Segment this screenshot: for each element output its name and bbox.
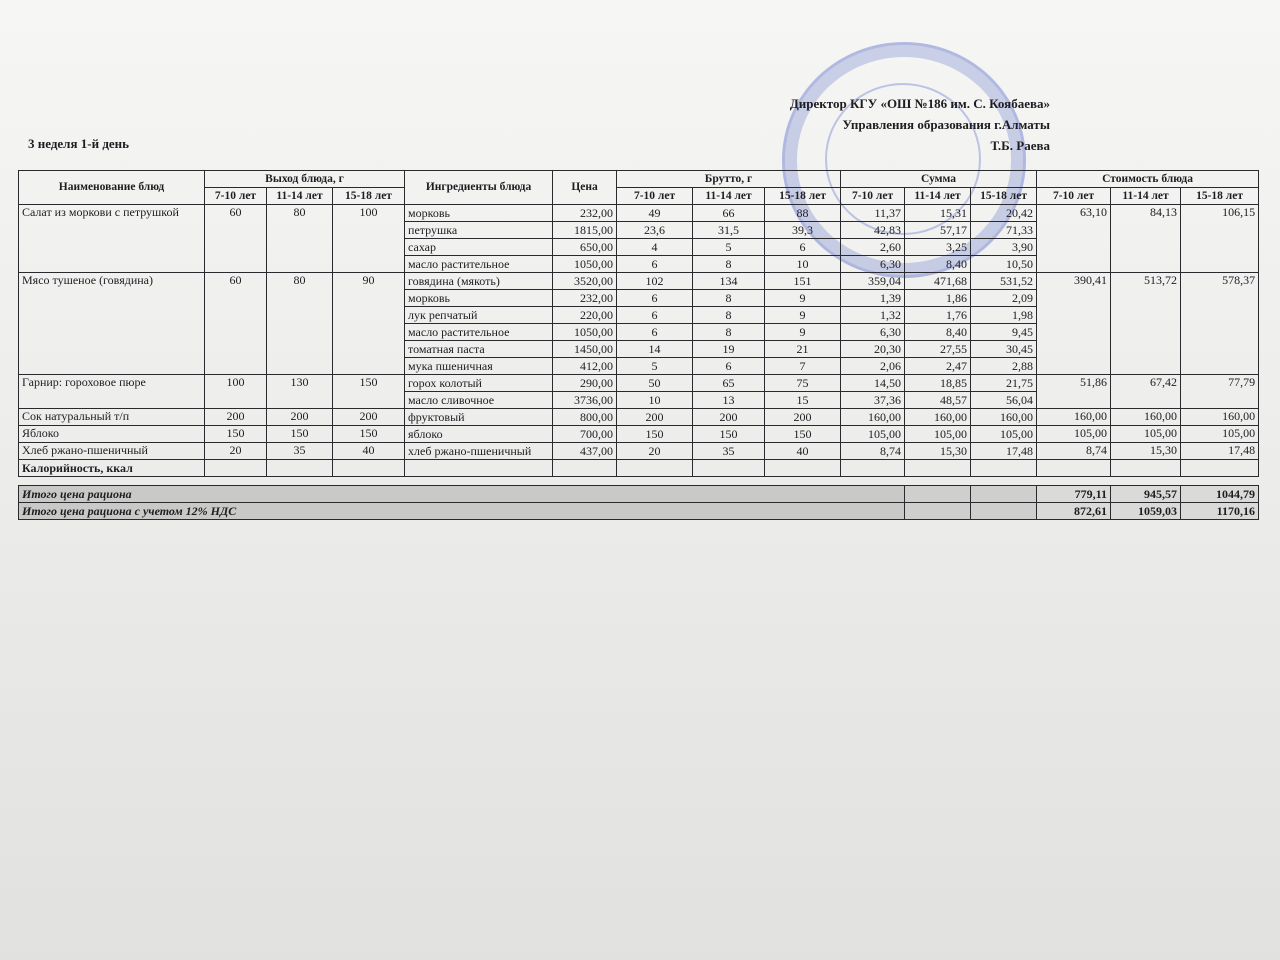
total-vat-value: 872,61 xyxy=(1037,503,1111,520)
gross-value: 9 xyxy=(765,290,841,307)
ingredient-price: 412,00 xyxy=(553,358,617,375)
empty-cell xyxy=(553,460,617,477)
sum-value: 2,60 xyxy=(841,239,905,256)
output-value: 20 xyxy=(205,443,267,460)
sum-value: 2,47 xyxy=(905,358,971,375)
dish-cost-value: 67,42 xyxy=(1111,375,1181,409)
sum-value: 42,83 xyxy=(841,222,905,239)
sum-value: 15,30 xyxy=(905,443,971,460)
dish-cost-value: 8,74 xyxy=(1037,443,1111,460)
age-header: 7-10 лет xyxy=(205,188,267,205)
gross-value: 31,5 xyxy=(693,222,765,239)
ingredient-name: яблоко xyxy=(405,426,553,443)
empty-cell xyxy=(405,460,553,477)
sum-value: 471,68 xyxy=(905,273,971,290)
dish-cost-value: 160,00 xyxy=(1181,409,1259,426)
gross-value: 151 xyxy=(765,273,841,290)
dish-cost-value: 513,72 xyxy=(1111,273,1181,375)
total-value: 1044,79 xyxy=(1181,486,1259,503)
table-row xyxy=(19,443,1259,460)
ingredient-name: горох колотый xyxy=(405,375,553,392)
gross-value: 13 xyxy=(693,392,765,409)
blank-cell xyxy=(905,503,971,520)
gross-value: 88 xyxy=(765,205,841,222)
gross-value: 14 xyxy=(617,341,693,358)
ingredient-price: 3520,00 xyxy=(553,273,617,290)
ingredient-name: морковь xyxy=(405,290,553,307)
ingredient-price: 700,00 xyxy=(553,426,617,443)
total-row xyxy=(19,486,1259,503)
col-output: Выход блюда, г xyxy=(205,171,405,188)
table-row xyxy=(19,375,1259,392)
sum-value: 531,52 xyxy=(971,273,1037,290)
dish-name: Яблоко xyxy=(19,426,205,443)
dish-cost-value: 390,41 xyxy=(1037,273,1111,375)
total-vat-value: 1059,03 xyxy=(1111,503,1181,520)
ingredient-price: 650,00 xyxy=(553,239,617,256)
age-header: 7-10 лет xyxy=(1037,188,1111,205)
sum-value: 1,98 xyxy=(971,307,1037,324)
dish-cost-value: 105,00 xyxy=(1181,426,1259,443)
sum-value: 160,00 xyxy=(971,409,1037,426)
dish-cost-value: 15,30 xyxy=(1111,443,1181,460)
age-header: 11-14 лет xyxy=(1111,188,1181,205)
gross-value: 200 xyxy=(765,409,841,426)
sum-value: 8,74 xyxy=(841,443,905,460)
sum-value: 56,04 xyxy=(971,392,1037,409)
sum-value: 15,31 xyxy=(905,205,971,222)
ingredient-name: мука пшеничная xyxy=(405,358,553,375)
ingredient-name: томатная паста xyxy=(405,341,553,358)
empty-cell xyxy=(267,460,333,477)
output-value: 200 xyxy=(267,409,333,426)
empty-cell xyxy=(1111,460,1181,477)
ingredient-price: 1050,00 xyxy=(553,256,617,273)
gross-value: 8 xyxy=(693,324,765,341)
gross-value: 6 xyxy=(617,256,693,273)
age-header: 15-18 лет xyxy=(971,188,1037,205)
gross-value: 23,6 xyxy=(617,222,693,239)
dish-cost-value: 105,00 xyxy=(1037,426,1111,443)
sum-value: 10,50 xyxy=(971,256,1037,273)
dish-name: Хлеб ржано-пшеничный xyxy=(19,443,205,460)
sum-value: 2,06 xyxy=(841,358,905,375)
age-header-row xyxy=(19,188,1259,205)
signatory: Т.Б. Раева xyxy=(990,138,1050,153)
ingredient-price: 290,00 xyxy=(553,375,617,392)
gross-value: 8 xyxy=(693,290,765,307)
total-vat-label: Итого цена рациона с учетом 12% НДС xyxy=(19,503,905,520)
sum-value: 14,50 xyxy=(841,375,905,392)
sum-value: 2,88 xyxy=(971,358,1037,375)
dish-name: Сок натуральный т/п xyxy=(19,409,205,426)
output-value: 100 xyxy=(333,205,405,273)
gross-value: 40 xyxy=(765,443,841,460)
ingredient-name: говядина (мякоть) xyxy=(405,273,553,290)
sum-value: 160,00 xyxy=(905,409,971,426)
gross-value: 75 xyxy=(765,375,841,392)
sum-value: 30,45 xyxy=(971,341,1037,358)
sum-value: 27,55 xyxy=(905,341,971,358)
output-value: 60 xyxy=(205,273,267,375)
age-header: 11-14 лет xyxy=(267,188,333,205)
output-value: 100 xyxy=(205,375,267,409)
col-dish-cost: Стоимость блюда xyxy=(1037,171,1259,188)
gross-value: 6 xyxy=(617,324,693,341)
header-row xyxy=(19,171,1259,188)
output-value: 200 xyxy=(205,409,267,426)
sum-value: 57,17 xyxy=(905,222,971,239)
dish-cost-value: 578,37 xyxy=(1181,273,1259,375)
col-ingredients: Ингредиенты блюда xyxy=(405,171,553,205)
output-value: 60 xyxy=(205,205,267,273)
total-value: 779,11 xyxy=(1037,486,1111,503)
menu-table xyxy=(18,170,1259,477)
gross-value: 39,3 xyxy=(765,222,841,239)
ingredient-name: петрушка xyxy=(405,222,553,239)
dish-cost-value: 17,48 xyxy=(1181,443,1259,460)
col-sum: Сумма xyxy=(841,171,1037,188)
gross-value: 21 xyxy=(765,341,841,358)
gross-value: 10 xyxy=(765,256,841,273)
sum-value: 71,33 xyxy=(971,222,1037,239)
totals-table xyxy=(18,485,1259,520)
dish-cost-value: 106,15 xyxy=(1181,205,1259,273)
table-row xyxy=(19,426,1259,443)
total-value: 945,57 xyxy=(1111,486,1181,503)
ingredient-name: морковь xyxy=(405,205,553,222)
gross-value: 7 xyxy=(765,358,841,375)
sum-value: 8,40 xyxy=(905,324,971,341)
empty-cell xyxy=(1181,460,1259,477)
total-label: Итого цена рациона xyxy=(19,486,905,503)
empty-cell xyxy=(1037,460,1111,477)
output-value: 80 xyxy=(267,273,333,375)
gross-value: 15 xyxy=(765,392,841,409)
table-row xyxy=(19,205,1259,222)
gross-value: 35 xyxy=(693,443,765,460)
gross-value: 20 xyxy=(617,443,693,460)
sum-value: 37,36 xyxy=(841,392,905,409)
dish-cost-value: 51,86 xyxy=(1037,375,1111,409)
output-value: 80 xyxy=(267,205,333,273)
col-price: Цена xyxy=(553,171,617,205)
gross-value: 6 xyxy=(617,290,693,307)
sum-value: 1,86 xyxy=(905,290,971,307)
gross-value: 50 xyxy=(617,375,693,392)
gross-value: 150 xyxy=(693,426,765,443)
calories-label: Калорийность, ккал xyxy=(19,460,205,477)
dish-cost-value: 63,10 xyxy=(1037,205,1111,273)
output-value: 90 xyxy=(333,273,405,375)
total-vat-value: 1170,16 xyxy=(1181,503,1259,520)
output-value: 200 xyxy=(333,409,405,426)
sum-value: 1,39 xyxy=(841,290,905,307)
sum-value: 160,00 xyxy=(841,409,905,426)
empty-cell xyxy=(205,460,267,477)
calories-row xyxy=(19,460,1259,477)
ingredient-price: 800,00 xyxy=(553,409,617,426)
gross-value: 200 xyxy=(693,409,765,426)
ingredient-name: фруктовый xyxy=(405,409,553,426)
gross-value: 6 xyxy=(765,239,841,256)
sum-value: 105,00 xyxy=(905,426,971,443)
output-value: 150 xyxy=(333,426,405,443)
ingredient-name: лук репчатый xyxy=(405,307,553,324)
gross-value: 8 xyxy=(693,307,765,324)
age-header: 11-14 лет xyxy=(905,188,971,205)
sum-value: 3,25 xyxy=(905,239,971,256)
week-day-label: 3 неделя 1-й день xyxy=(28,136,130,151)
department-line: Управления образования г.Алматы xyxy=(842,117,1050,132)
sum-value: 359,04 xyxy=(841,273,905,290)
empty-cell xyxy=(765,460,841,477)
gross-value: 8 xyxy=(693,256,765,273)
output-value: 130 xyxy=(267,375,333,409)
sum-value: 6,30 xyxy=(841,256,905,273)
menu-body xyxy=(19,205,1259,477)
ingredient-price: 1450,00 xyxy=(553,341,617,358)
gross-value: 200 xyxy=(617,409,693,426)
sum-value: 9,45 xyxy=(971,324,1037,341)
ingredient-price: 1815,00 xyxy=(553,222,617,239)
ingredient-price: 220,00 xyxy=(553,307,617,324)
ingredient-price: 232,00 xyxy=(553,290,617,307)
age-header: 15-18 лет xyxy=(333,188,405,205)
age-header: 15-18 лет xyxy=(765,188,841,205)
ingredient-price: 437,00 xyxy=(553,443,617,460)
table-row xyxy=(19,409,1259,426)
output-value: 40 xyxy=(333,443,405,460)
dish-name: Гарнир: гороховое пюре xyxy=(19,375,205,409)
gross-value: 134 xyxy=(693,273,765,290)
gross-value: 10 xyxy=(617,392,693,409)
gross-value: 5 xyxy=(693,239,765,256)
sum-value: 2,09 xyxy=(971,290,1037,307)
sum-value: 1,76 xyxy=(905,307,971,324)
output-value: 150 xyxy=(333,375,405,409)
ingredient-price: 232,00 xyxy=(553,205,617,222)
gross-value: 66 xyxy=(693,205,765,222)
empty-cell xyxy=(693,460,765,477)
sum-value: 20,30 xyxy=(841,341,905,358)
blank-cell xyxy=(971,503,1037,520)
sum-value: 18,85 xyxy=(905,375,971,392)
ingredient-price: 1050,00 xyxy=(553,324,617,341)
gross-value: 150 xyxy=(617,426,693,443)
gross-value: 65 xyxy=(693,375,765,392)
gross-value: 49 xyxy=(617,205,693,222)
table-row xyxy=(19,273,1259,290)
gross-value: 5 xyxy=(617,358,693,375)
sum-value: 1,32 xyxy=(841,307,905,324)
gross-value: 19 xyxy=(693,341,765,358)
gross-value: 9 xyxy=(765,324,841,341)
empty-cell xyxy=(333,460,405,477)
sum-value: 11,37 xyxy=(841,205,905,222)
sum-value: 48,57 xyxy=(905,392,971,409)
ingredient-name: сахар xyxy=(405,239,553,256)
age-header: 7-10 лет xyxy=(841,188,905,205)
empty-cell xyxy=(617,460,693,477)
sum-value: 105,00 xyxy=(971,426,1037,443)
col-gross: Брутто, г xyxy=(617,171,841,188)
ingredient-name: хлеб ржано-пшеничный xyxy=(405,443,553,460)
sum-value: 21,75 xyxy=(971,375,1037,392)
dish-name: Мясо тушеное (говядина) xyxy=(19,273,205,375)
empty-cell xyxy=(971,460,1037,477)
dish-cost-value: 160,00 xyxy=(1111,409,1181,426)
director-line: Директор КГУ «ОШ №186 им. С. Коябаева» xyxy=(789,96,1050,111)
gross-value: 150 xyxy=(765,426,841,443)
empty-cell xyxy=(841,460,905,477)
sum-value: 17,48 xyxy=(971,443,1037,460)
dish-cost-value: 77,79 xyxy=(1181,375,1259,409)
dish-cost-value: 105,00 xyxy=(1111,426,1181,443)
age-header: 15-18 лет xyxy=(1181,188,1259,205)
gross-value: 6 xyxy=(617,307,693,324)
sum-value: 8,40 xyxy=(905,256,971,273)
dish-cost-value: 84,13 xyxy=(1111,205,1181,273)
total-vat-row xyxy=(19,503,1259,520)
age-header: 7-10 лет xyxy=(617,188,693,205)
ingredient-price: 3736,00 xyxy=(553,392,617,409)
gross-value: 102 xyxy=(617,273,693,290)
approval-header xyxy=(790,93,1050,156)
sum-value: 20,42 xyxy=(971,205,1037,222)
blank-cell xyxy=(971,486,1037,503)
gross-value: 6 xyxy=(693,358,765,375)
dish-cost-value: 160,00 xyxy=(1037,409,1111,426)
sum-value: 3,90 xyxy=(971,239,1037,256)
col-dish-name: Наименование блюд xyxy=(19,171,205,205)
empty-cell xyxy=(905,460,971,477)
ingredient-name: масло растительное xyxy=(405,256,553,273)
output-value: 150 xyxy=(205,426,267,443)
output-value: 150 xyxy=(267,426,333,443)
gross-value: 4 xyxy=(617,239,693,256)
gross-value: 9 xyxy=(765,307,841,324)
ingredient-name: масло сливочное xyxy=(405,392,553,409)
output-value: 35 xyxy=(267,443,333,460)
dish-name: Салат из моркови с петрушкой xyxy=(19,205,205,273)
sum-value: 105,00 xyxy=(841,426,905,443)
sum-value: 6,30 xyxy=(841,324,905,341)
ingredient-name: масло растительное xyxy=(405,324,553,341)
age-header: 11-14 лет xyxy=(693,188,765,205)
blank-cell xyxy=(905,486,971,503)
